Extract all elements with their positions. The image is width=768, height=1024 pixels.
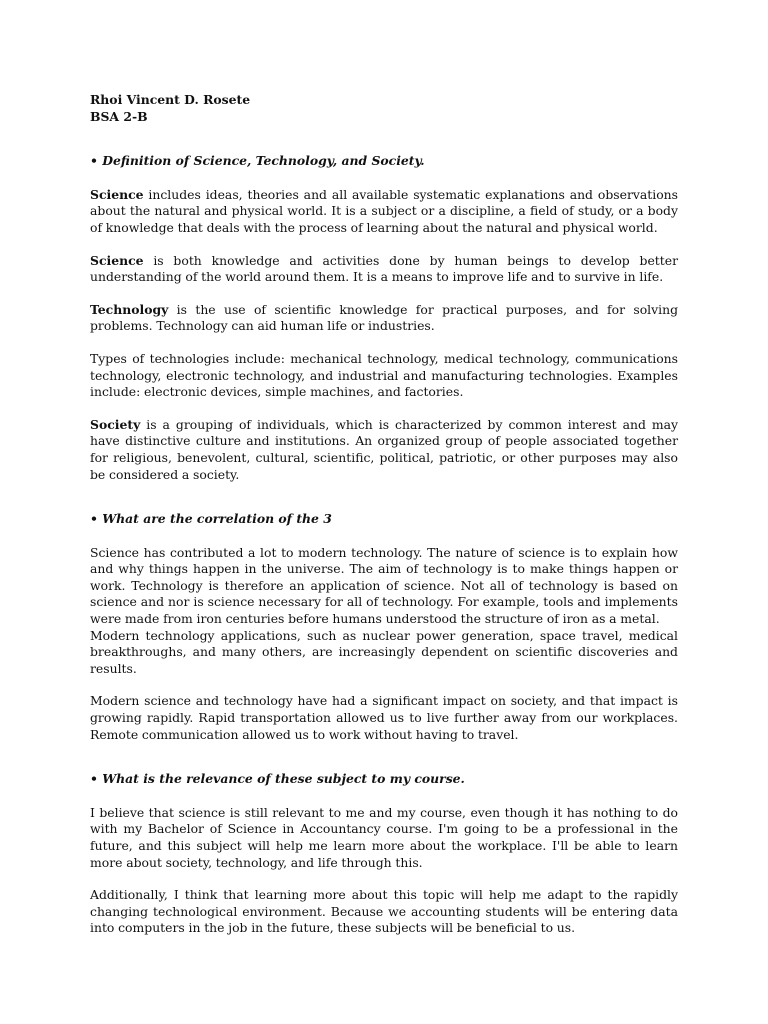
section-heading-definition: • Definition of Science, Technology, and Society. [90, 153, 425, 169]
paragraph-science-knowledge [90, 253, 678, 286]
author-name: Rhoi Vincent D. Rosete [90, 92, 251, 107]
paragraph-relevance-additional: Additionally, I think that learning more about this topic will help me adapt to the rapidly changing technological environment. Because we accounting students will be entering data into computers in the job in the future, these subjects will be beneficial to us. [90, 887, 678, 936]
paragraph-science-technology: Science has contributed a lot to modern technology. The nature of science is to explain how and why things happen in the universe. The aim of technology is to make things happen or work. Technology is therefore an application of science. Not all of technology is based on science and nor is science necessary for all of technology. For example, tools and implements were made from iron centuries before humans understood the structure of iron as a metal. [90, 544, 678, 627]
paragraph-technology-types [90, 351, 678, 401]
paragraph-relevance-course: I believe that science is still relevant to me and my course, even though it has nothing to do with my Bachelor of Science in Accountancy course. I'm going to be a professional in the future, and this subject will help me learn more about the workplace. I'll be able to learn more about society, technology, and life through this. [90, 804, 678, 870]
paragraph-text: is both knowledge and activities done by human beings to develop better understanding of the world around them. It is a means to improve life and to survive in life. [90, 252, 678, 285]
section-heading-relevance: • What is the relevance of these subject to my course. [90, 771, 465, 787]
term-science: Science [90, 186, 144, 202]
paragraph-text: is a grouping of individuals, which is characterized by common interest and may have distinctive culture and institutions. An organized group of people associated together for religious, benevolent, cultural, scientific, political, patriotic, or other purposes may also be considered a society. [90, 416, 678, 482]
paragraph-modern-applications: Modern technology applications, such as nuclear power generation, space travel, medical breakthroughs, and many others, are increasingly dependent on scientific discoveries and results. [90, 627, 678, 676]
paragraph-society-definition [90, 417, 678, 483]
term-science: Science [90, 252, 144, 268]
paragraph-text: includes ideas, theories and all available systematic explanations and observations about the natural and physical world. It is a subject or a discipline, a field of study, or a body of knowledge that deals with the process of learning about the natural and physical world. [90, 186, 678, 235]
term-technology: Technology [90, 301, 169, 317]
section-heading-correlation: • What are the correlation of the 3 [90, 511, 332, 527]
paragraph-text: is the use of scientific knowledge for practical purposes, and for solving problems. Technology can aid human life or industries. [90, 301, 678, 334]
paragraph-text: Types of technologies include: mechanical technology, medical technology, communications technology, electronic technology, and industrial and manufacturing technologies. Examples include: electronic devices, simple machines, and factories. [90, 350, 678, 400]
paragraph-impact-society: Modern science and technology have had a significant impact on society, and that impact is growing rapidly. Rapid transportation allowed us to live further away from our workplaces. Remote communication allowed us to work without having to travel. [90, 693, 678, 742]
term-society: Society [90, 416, 141, 432]
document-page [90, 92, 678, 937]
paragraph-science-definition [90, 187, 678, 237]
class-section: BSA 2-B [90, 108, 148, 124]
paragraph-technology-definition [90, 302, 678, 335]
